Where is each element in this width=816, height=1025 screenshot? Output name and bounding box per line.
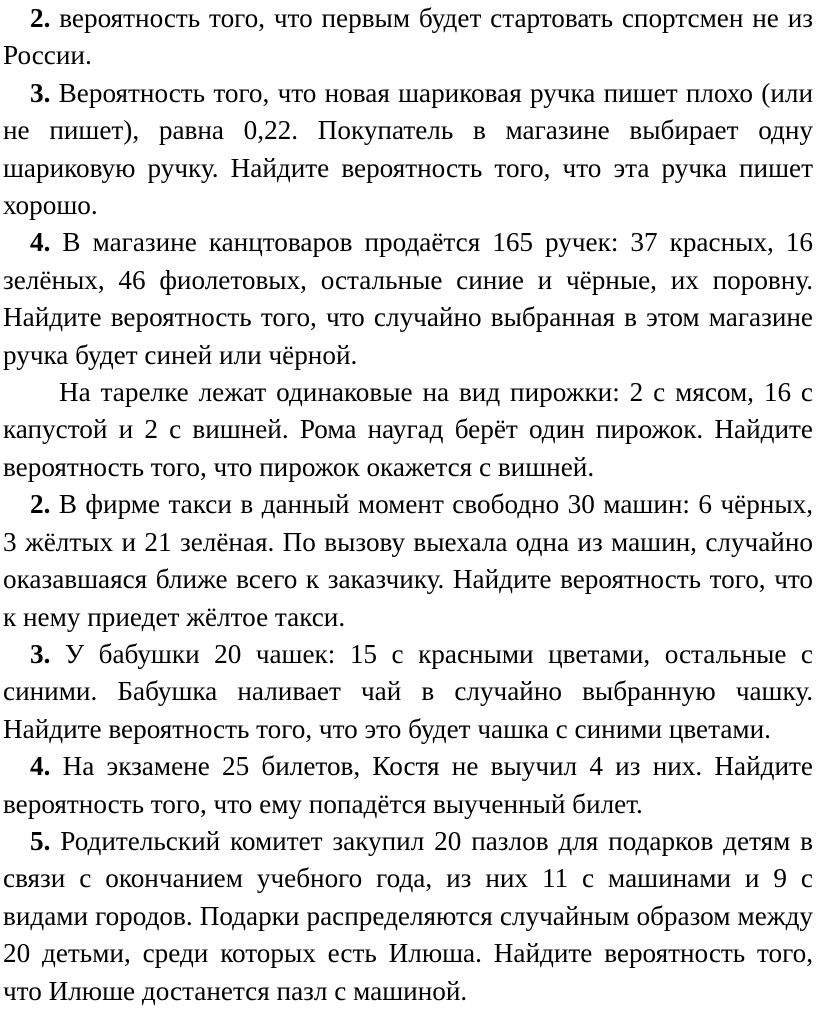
problem-paragraph bbox=[3, 374, 813, 486]
problem-text: На экзамене 25 билетов, Костя не выучил 4 из них. Найдите вероятность того, что ему попадётся выученный билет. bbox=[3, 751, 813, 819]
problem-text: У бабушки 20 чашек: 15 с красными цветами, остальные с синими. Бабушка наливает чай в случайно выбранную чашку. Найдите вероятность того, что это будет чашка с синими цветами. bbox=[3, 638, 813, 744]
document-page bbox=[3, 0, 813, 1010]
problem-paragraph bbox=[3, 224, 813, 374]
problem-paragraph bbox=[3, 748, 813, 823]
problem-text: В фирме такси в данный момент свободно 30 машин: 6 чёрных, 3 жёлтых и 21 зелёная. По вызову выехала одна из машин, случайно оказавшаяся ближе всего к заказчику. Найдите вероятность того, что к нему приедет жёлтое такси. bbox=[3, 489, 813, 632]
problem-number: 2. bbox=[30, 489, 51, 520]
problem-paragraph bbox=[3, 0, 813, 75]
problem-number: 5. bbox=[30, 825, 51, 856]
problem-text: вероятность того, что первым будет стартовать спортсмен не из России. bbox=[3, 3, 813, 71]
problem-number: 4. bbox=[30, 751, 51, 782]
problem-number: 2. bbox=[30, 3, 51, 33]
problem-paragraph bbox=[3, 75, 813, 225]
problem-paragraph bbox=[3, 486, 813, 636]
problem-text: На тарелке лежат одинаковые на вид пирожки: 2 с мясом, 16 с капустой и 2 с вишней. Рома наугад берёт один пирожок. Найдите вероятность того, что пирожок окажется с вишней. bbox=[3, 377, 813, 482]
problem-number: 3. bbox=[30, 77, 51, 108]
problem-text: Вероятность того, что новая шариковая ручка пишет плохо (или не пишет), равна 0,22. Покупатель в магазине выбирает одну шариковую ручку. Найдите вероятность того, что эта ручка пишет хорошо. bbox=[3, 77, 813, 221]
problem-text: Родительский комитет закупил 20 пазлов для подарков детям в связи с окончанием учебного года, из них 11 с машинами и 9 с видами городов. Подарки распределяются случайным образом между 20 детьми, среди которых есть Илюша. Найдите вероятность того, что Илюше достанется пазл с машиной. bbox=[3, 825, 813, 1006]
problem-paragraph bbox=[3, 823, 813, 1010]
problem-text: В магазине канцтоваров продаётся 165 ручек: 37 красных, 16 зелёных, 46 фиолетовых, остальные синие и чёрные, их поровну. Найдите вероятность того, что случайно выбранная в этом магазине ручка будет синей или чёрной. bbox=[3, 227, 813, 370]
problem-paragraph bbox=[3, 636, 813, 748]
problem-number: 4. bbox=[30, 227, 51, 258]
problem-number: 3. bbox=[30, 638, 51, 669]
